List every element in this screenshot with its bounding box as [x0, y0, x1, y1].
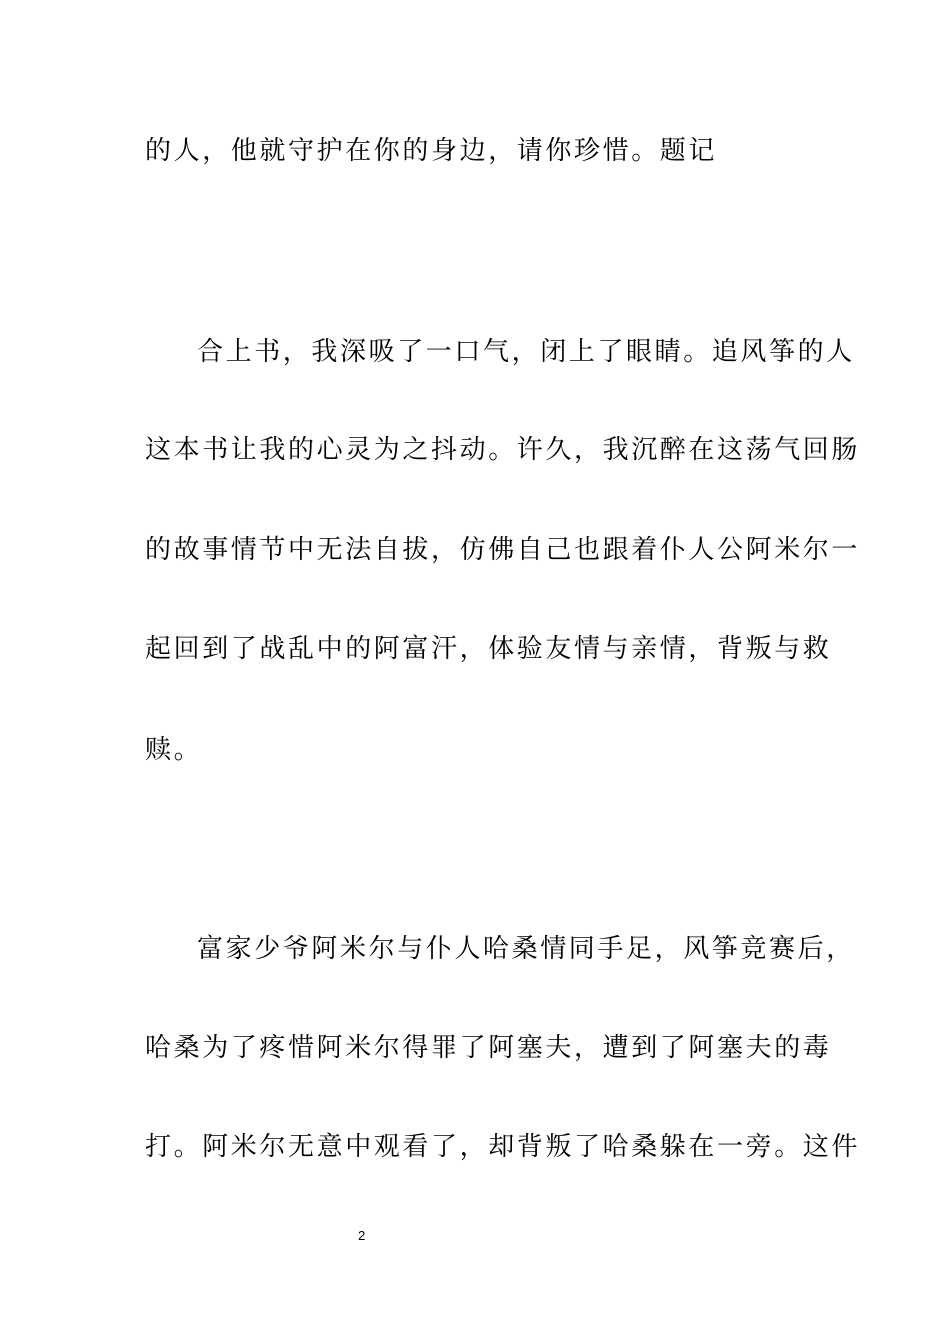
page-number: 2 — [358, 1228, 366, 1243]
text-line: 起回到了战乱中的阿富汗，体验友情与亲情，背叛与救 — [145, 634, 832, 664]
text-line: 的故事情节中无法自拔，仿佛自己也跟着仆人公阿米尔一 — [145, 535, 861, 565]
text-line: 哈桑为了疼惜阿米尔得罪了阿塞夫，遭到了阿塞夫的毒 — [145, 1033, 832, 1063]
paragraph-first-line: 富家少爷阿米尔与仆人哈桑情同手足，风筝竞赛后， — [197, 934, 855, 964]
text-line: 的人，他就守护在你的身边，请你珍惜。题记 — [145, 136, 718, 166]
paragraph-first-line: 合上书，我深吸了一口气，闭上了眼睛。追风筝的人 — [197, 337, 855, 367]
text-line: 赎。 — [145, 735, 203, 765]
text-line: 这本书让我的心灵为之抖动。许久，我沉醉在这荡气回肠 — [145, 435, 861, 465]
text-line: 打。阿米尔无意中观看了，却背叛了哈桑躲在一旁。这件 — [145, 1132, 861, 1162]
